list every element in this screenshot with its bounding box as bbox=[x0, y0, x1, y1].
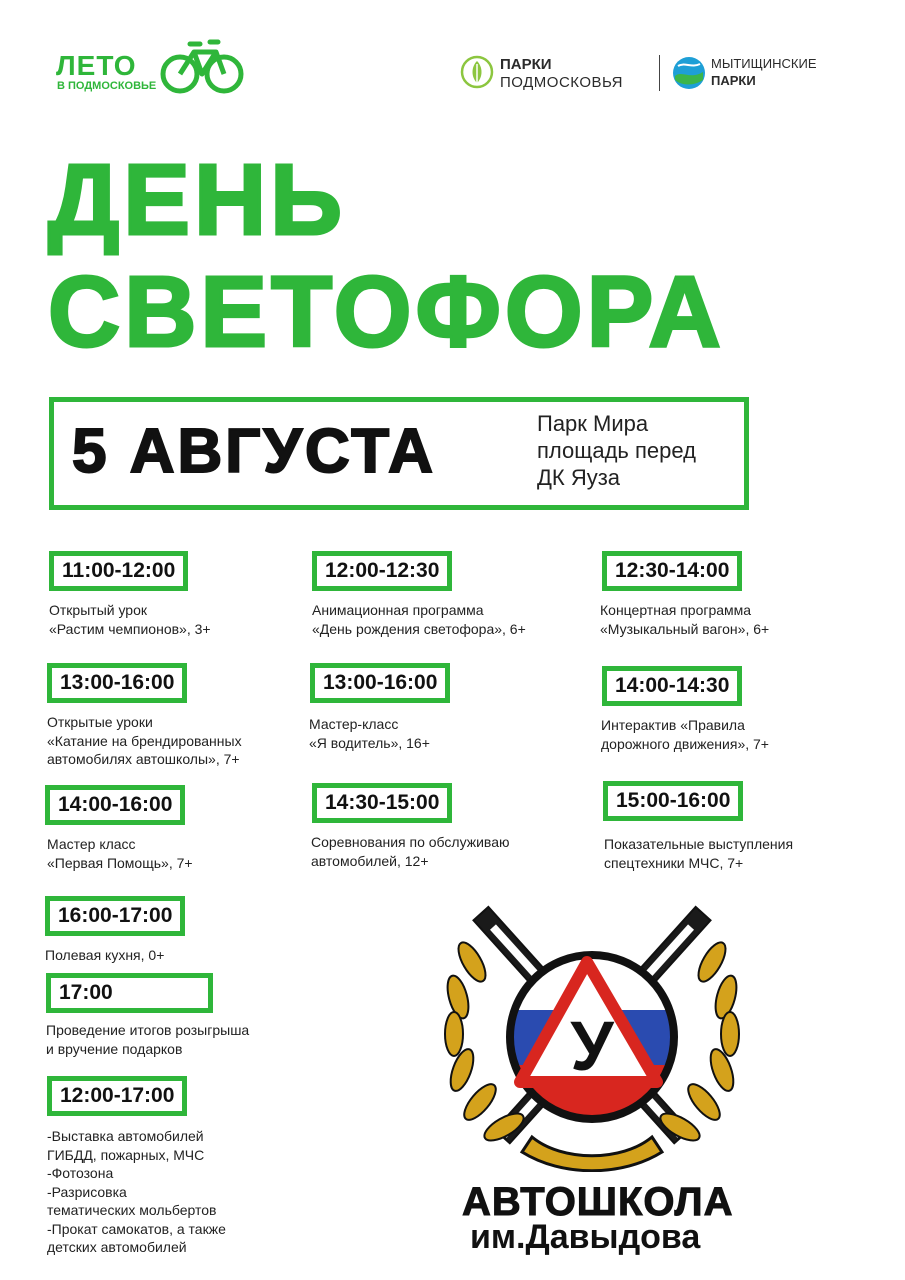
schedule-desc-3: Концертная программа «Музыкальный вагон», 6+ bbox=[600, 602, 770, 637]
parks-podmoskovya-logo-icon bbox=[460, 55, 494, 89]
schedule-time-11: 17:00 bbox=[46, 973, 213, 1013]
leto-logo-title: ЛЕТО bbox=[56, 50, 137, 81]
autoschool-name-line1: АВТОШКОЛА bbox=[462, 1180, 734, 1224]
header-divider bbox=[659, 55, 660, 91]
parks-logo-line2: ПОДМОСКОВЬЯ bbox=[500, 74, 624, 91]
autoschool-emblem-icon bbox=[432, 902, 752, 1172]
schedule-desc-8: Соревнования по обслуживаю автомобилей, 12+ bbox=[311, 834, 510, 869]
schedule-desc-2: Анимационная программа «День рождения светофора», 6+ bbox=[312, 602, 526, 637]
schedule-desc-5: Мастер-класс «Я водитель», 16+ bbox=[309, 716, 430, 751]
schedule-time-3: 12:30-14:00 bbox=[602, 551, 742, 591]
schedule-time-1: 11:00-12:00 bbox=[49, 551, 188, 591]
schedule-time-8: 14:30-15:00 bbox=[312, 783, 452, 823]
parks-logo-line1: ПАРКИ bbox=[500, 56, 552, 73]
autoschool-name-line2: им.Давыдова bbox=[470, 1218, 701, 1256]
schedule-time-4: 13:00-16:00 bbox=[47, 663, 187, 703]
mytishchi-logo-line2: ПАРКИ bbox=[711, 73, 756, 88]
schedule-time-7: 14:00-16:00 bbox=[45, 785, 185, 825]
bicycle-icon bbox=[160, 38, 244, 94]
event-date: 5 АВГУСТА bbox=[72, 417, 436, 486]
schedule-desc-1: Открытый урок «Растим чемпионов», 3+ bbox=[49, 602, 211, 637]
schedule-time-2: 12:00-12:30 bbox=[312, 551, 452, 591]
mytishchi-logo-line1: МЫТИЩИНСКИЕ bbox=[711, 56, 817, 71]
schedule-desc-9: Показательные выступления спецтехники МЧС, 7+ bbox=[604, 836, 794, 871]
mytishchi-parks-logo-icon bbox=[672, 56, 706, 90]
schedule-desc-12: -Выставка автомобилей ГИБДД, пожарных, МЧС -Фотозона -Разрисовка тематических мольбертов -Прокат самокатов, а также детских автомобилей bbox=[47, 1128, 226, 1255]
schedule-time-6: 14:00-14:30 bbox=[602, 666, 742, 706]
event-title-line1: ДЕНЬ bbox=[48, 144, 347, 256]
schedule-time-5: 13:00-16:00 bbox=[310, 663, 450, 703]
schedule-desc-11: Проведение итогов розыгрыша и вручение подарков bbox=[46, 1022, 250, 1057]
event-location: Парк Мира площадь перед ДК Яуза bbox=[537, 411, 696, 490]
event-title-line2: СВЕТОФОРА bbox=[48, 256, 725, 368]
schedule-time-12: 12:00-17:00 bbox=[47, 1076, 187, 1116]
schedule-desc-6: Интерактив «Правила дорожного движения», 7+ bbox=[601, 717, 769, 752]
schedule-time-9: 15:00-16:00 bbox=[603, 781, 743, 821]
leto-logo-subtitle: В ПОДМОСКОВЬЕ bbox=[57, 80, 157, 92]
emblem-letter: У bbox=[570, 1007, 614, 1085]
schedule-desc-4: Открытые уроки «Катание на брендированных автомобилях автошколы», 7+ bbox=[47, 714, 242, 767]
schedule-desc-10: Полевая кухня, 0+ bbox=[45, 947, 165, 963]
schedule-time-10: 16:00-17:00 bbox=[45, 896, 185, 936]
schedule-desc-7: Мастер класс «Первая Помощь», 7+ bbox=[47, 836, 193, 871]
